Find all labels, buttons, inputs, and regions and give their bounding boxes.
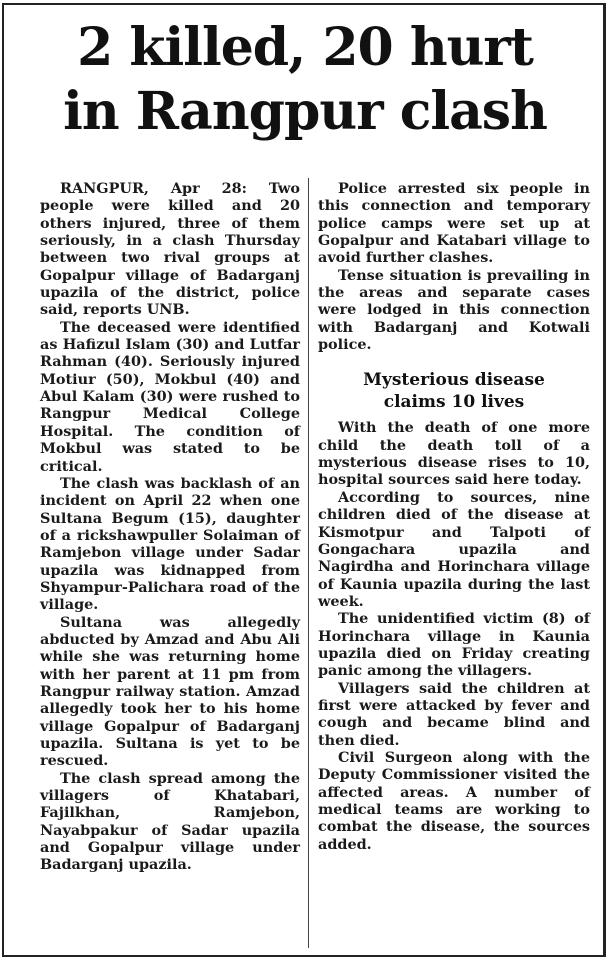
paragraph: Villagers said the children at first were attacked by fever and cough and became blind and then died. bbox=[318, 679, 590, 749]
subheading-line-2: claims 10 lives bbox=[383, 392, 525, 413]
paragraph: The unidentified victim (8) of Horinchara village in Kaunia upazila died on Friday creating panic among the villagers. bbox=[318, 610, 590, 680]
paragraph: Police arrested six people in this connection and temporary police camps were set up at Gopalpur and Katabari village to avoid further clashes. bbox=[318, 180, 590, 267]
headline-line-1: 2 killed, 20 hurt bbox=[77, 17, 533, 78]
headline bbox=[0, 16, 610, 144]
paragraph: Civil Surgeon along with the Deputy Commissioner visited the affected areas. A number of medical teams are working to combat the disease, the sources added. bbox=[318, 748, 590, 853]
paragraph: Tense situation is prevailing in the areas and separate cases were lodged in this connection with Badarganj and Kotwali police. bbox=[318, 266, 590, 354]
paragraph: With the death of one more child the death toll of a mysterious disease rises to 10, hospital sources said here today. bbox=[318, 419, 590, 489]
paragraph: According to sources, nine children died of the disease at Kismotpur and Talpoti of Gongachara upazila and Nagirdha and Horinchara village of Kaunia upazila during the last week. bbox=[318, 488, 590, 610]
paragraph: The deceased were identified as Hafizul Islam (30) and Lutfar Rahman (40). Seriously injured Motiur (50), Mokbul (40) and Abul Kalam (30) were rushed to Rangpur Medical College Hospital. The condition of Mokbul was stated to be critical. bbox=[40, 318, 300, 475]
paragraph: Sultana was allegedly abducted by Amzad and Abu Ali while she was returning home with her parent at 11 pm from Rangpur railway station. Amzad allegedly took her to his home village Gopalpur of Badarganj upazila. Sultana is yet to be rescued. bbox=[40, 613, 300, 770]
column-divider bbox=[308, 178, 309, 948]
subheading-line-1: Mysterious disease bbox=[363, 370, 545, 391]
paragraph: The clash was backlash of an incident on April 22 when one Sultana Begum (15), daughter of a rickshawpuller Solaiman of Ramjebon village under Sadar upazila was kidnapped from Shyampur-Palichara road of the village. bbox=[40, 474, 300, 614]
paragraph: RANGPUR, Apr 28: Two people were killed and 20 others injured, three of them seriously, in a clash Thursday between two rival groups at Gopalpur village of Badarganj upazila of the district, police said, reports UNB. bbox=[40, 180, 300, 319]
paragraph: The clash spread among the villagers of Khatabari, Fajilkhan, Ramjebon, Nayabpakur of Sadar upazila and Gopalpur village under Badarganj upazila. bbox=[40, 769, 300, 874]
subheading bbox=[318, 369, 590, 413]
left-column bbox=[40, 180, 300, 874]
headline-line-2: in Rangpur clash bbox=[63, 81, 547, 142]
right-column bbox=[318, 180, 590, 853]
